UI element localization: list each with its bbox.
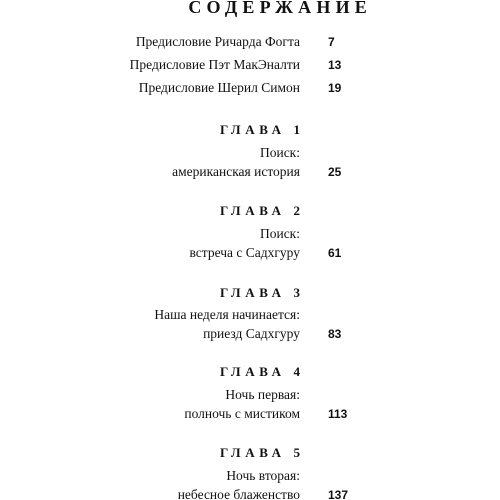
chapter-3-title-line-1[interactable]: Наша неделя начинается: [154, 307, 300, 322]
foreword-page-3[interactable]: 19 [328, 81, 342, 95]
foreword-page-1[interactable]: 7 [328, 35, 335, 49]
chapter-3-heading: ГЛАВА 3 [220, 285, 305, 300]
chapter-4-title-line-2[interactable]: полночь с мистиком [184, 406, 300, 421]
chapter-1-page[interactable]: 25 [328, 165, 342, 179]
chapter-2-title-line-2[interactable]: встреча с Садхгуру [189, 245, 300, 260]
chapter-5-title-line-2[interactable]: небесное блаженство [177, 487, 300, 500]
chapter-1-title-line-1[interactable]: Поиск: [259, 145, 300, 160]
chapter-4-title-line-1[interactable]: Ночь первая: [225, 387, 300, 402]
chapter-5-heading: ГЛАВА 5 [220, 445, 305, 460]
chapter-2-title-line-1[interactable]: Поиск: [259, 226, 300, 241]
chapter-3-page[interactable]: 83 [328, 327, 342, 341]
chapter-3-title-line-2[interactable]: приезд Садхгуру [203, 326, 300, 341]
chapter-2-page[interactable]: 61 [328, 246, 342, 260]
chapter-2-heading: ГЛАВА 2 [220, 203, 305, 218]
foreword-title-2[interactable]: Предисловие Пэт МакЭналти [129, 57, 300, 72]
chapter-4-heading: ГЛАВА 4 [220, 364, 305, 379]
foreword-title-3[interactable]: Предисловие Шерил Симон [138, 80, 300, 95]
foreword-title-1[interactable]: Предисловие Ричарда Фогта [135, 34, 300, 49]
chapter-5-title-line-1[interactable]: Ночь вторая: [226, 468, 300, 483]
chapter-1-heading: ГЛАВА 1 [220, 122, 305, 137]
chapter-5-page[interactable]: 137 [328, 488, 349, 500]
chapter-4-page[interactable]: 113 [328, 407, 348, 421]
foreword-page-2[interactable]: 13 [328, 58, 342, 72]
toc-title: СОДЕРЖАНИЕ [188, 0, 372, 17]
chapter-1-title-line-2[interactable]: американская история [172, 164, 300, 179]
